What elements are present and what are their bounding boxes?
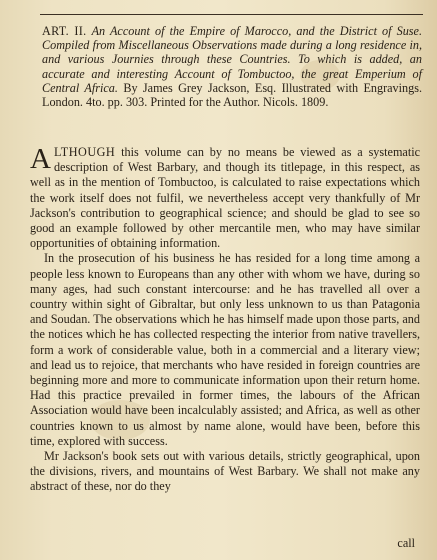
opening-word: LTHOUGH	[53, 145, 116, 159]
header-rule	[40, 14, 423, 15]
article-citation: By James Grey Jackson, Esq. Illustrated with Engravings. London. 4to. pp. 303. Printed for the Author. Nicols. 1809.	[42, 80, 423, 110]
paragraph-2: In the prosecution of his business he has resided for a long time among a people less known to Europeans than any other with whom we have, during so many ages, had such constant intercourse: and he has travelled all over a country within sight of Gibraltar, but only less unknown to us than Patagonia and Soudan. The observations which he has himself made upon those parts, and the notices which he has collected respecting the interior from native travellers, form a work of considerable value, both in a commercial and a literary view; and lead us to rejoice, that merchants who have resided in foreign countries are beginning more and more to communicate information upon their return home. Had this practice prevailed in former times, the labours of the African Association would have been incalculably assisted; and Africa, as well as other countries known to us almost by name alone, would have been, before this time, explored with success.	[30, 251, 420, 448]
article-title: An Account of the Empire of Marocco, and the District of Suse. Compiled from Miscellaneous Observations made during a long residence in, and various Journies through these Countries. To which is added, an accurate and interesting Account of Tombuctoo, the great Emperium of Central Africa.	[42, 24, 423, 95]
paragraph-1-text: this volume can by no means be viewed as a systematic description of West Barbary, and though its titlepage, in this respect, as well as in the mention of Tombuctoo, is calculated to raise expectations which the work itself does not fulfil, we nevertheless accept very thankfully of Mr Jackson's contribution to geographical science; and should be glad to see so good an example followed by other mercantile men, who may have similar opportunities of obtaining information.	[30, 145, 421, 251]
article-body	[30, 145, 420, 495]
article-number: ART. II.	[42, 24, 87, 38]
drop-cap: A	[30, 143, 51, 175]
article-header	[42, 24, 422, 109]
paragraph-1	[30, 145, 420, 251]
catchword: call	[397, 536, 415, 550]
paragraph-3: Mr Jackson's book sets out with various details, strictly geographical, upon the divisions, rivers, and mountains of West Barbary. We shall not make any abstract of these, nor do they	[30, 449, 420, 494]
